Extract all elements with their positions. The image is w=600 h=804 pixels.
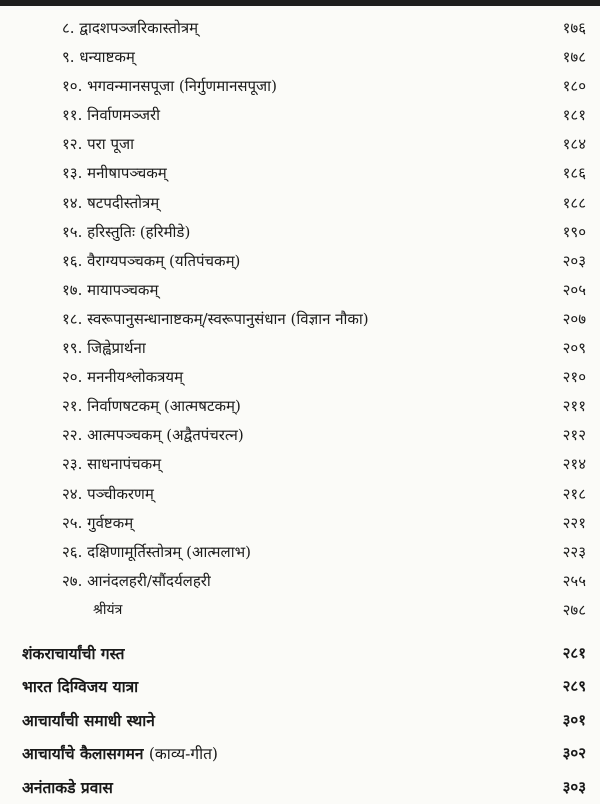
top-rule	[0, 0, 600, 6]
table-of-contents	[0, 14, 600, 804]
toc-entry	[0, 247, 600, 276]
toc-entry	[0, 509, 600, 538]
toc-entry	[0, 101, 600, 130]
entry-title: २६. दक्षिणामूर्तिस्तोत्रम् (आत्मलाभ)	[62, 542, 251, 561]
entry-title: १०. भगवन्मानसपूजा (निर्गुणमानसपूजा)	[62, 77, 277, 96]
toc-chapter	[0, 704, 600, 738]
entry-page-number: २१४	[562, 455, 586, 474]
entry-page-number: २२१	[562, 513, 586, 532]
entry-title: १७. मायापञ्चकम्	[62, 280, 159, 299]
toc-entry	[0, 450, 600, 479]
toc-entry	[0, 72, 600, 101]
entry-page-number: १७८	[562, 48, 586, 67]
entry-title: २७. आनंदलहरी/सौंदर्यलहरी	[62, 571, 211, 590]
entry-title: २५. गुर्वष्टकम्	[62, 513, 134, 532]
chapter-title	[22, 771, 113, 804]
toc-entry	[0, 334, 600, 363]
toc-entry	[0, 189, 600, 218]
toc-entry	[0, 276, 600, 305]
entry-title: २१. निर्वाणषटकम् (आत्मषटकम्)	[62, 397, 241, 416]
chapter-title	[22, 704, 155, 738]
chapter-title	[22, 670, 138, 704]
entry-page-number: २१८	[562, 484, 586, 503]
entry-title: ८. द्वादशपञ्जरिकास्तोत्रम्	[62, 19, 199, 37]
toc-entry	[0, 392, 600, 421]
entry-page-number: २५५	[562, 571, 586, 590]
entry-page-number: १८८	[562, 193, 586, 212]
chapter-page-number: २८९	[562, 677, 586, 696]
entry-title: १५. हरिस्तुतिः (हरिमीडे)	[62, 222, 191, 241]
entry-title: १९. जिह्वेप्रार्थना	[62, 339, 146, 358]
chapter-note: (काव्य-गीत)	[148, 745, 218, 764]
entry-title: १२. परा पूजा	[62, 135, 134, 154]
entry-title: २४. पञ्चीकरणम्	[62, 484, 154, 503]
toc-entry	[0, 130, 600, 159]
entry-page-number: २१२	[562, 426, 586, 445]
chapter-title	[22, 737, 218, 772]
toc-entry	[0, 305, 600, 334]
entry-page-number: १८०	[562, 77, 586, 96]
toc-entry	[0, 14, 600, 43]
chapter-page-number: ३०२	[562, 744, 586, 763]
entry-page-number: १९०	[562, 222, 586, 241]
toc-entry	[0, 480, 600, 509]
chapter-title	[22, 637, 125, 671]
toc-entry	[0, 43, 600, 72]
toc-entry	[0, 363, 600, 392]
toc-chapter	[0, 737, 600, 771]
entry-page-number: २७८	[562, 600, 586, 619]
entry-title: श्रीयंत्र	[93, 601, 123, 618]
entry-title: १४. षटपदीस्तोत्रम्	[62, 193, 160, 212]
toc-entry	[0, 538, 600, 567]
entry-title: २२. आत्मपञ्चकम् (अद्वैतपंचरत्न)	[62, 426, 244, 445]
toc-entry	[0, 421, 600, 450]
toc-chapter	[0, 771, 600, 804]
entry-title: १३. मनीषापञ्चकम्	[62, 164, 167, 183]
entry-page-number: २०७	[562, 309, 586, 328]
chapter-title-text: अनंताकडे प्रवास	[22, 777, 113, 797]
section-gap	[0, 625, 600, 637]
entry-page-number: १८१	[562, 106, 586, 125]
entry-title: २३. साधनापंचकम्	[62, 455, 162, 474]
entry-page-number: १८४	[562, 135, 586, 154]
toc-entry	[0, 567, 600, 596]
chapter-page-number: ३०१	[562, 710, 586, 729]
entry-page-number: १८६	[562, 164, 586, 183]
toc-entry	[0, 218, 600, 247]
entry-title: १६. वैराग्यपञ्चकम् (यतिपंचकम्)	[62, 251, 241, 270]
chapter-title-text: भारत दिग्विजय यात्रा	[22, 677, 139, 697]
entry-page-number: २०३	[562, 251, 586, 270]
toc-entry	[0, 596, 600, 625]
entry-page-number: २०९	[562, 339, 586, 358]
chapter-page-number: २८१	[562, 643, 586, 662]
toc-entry	[0, 159, 600, 188]
chapter-title-text: आचार्यांचे कैलासगमन	[22, 744, 144, 764]
entry-title: ११. निर्वाणमञ्जरी	[62, 106, 161, 125]
entry-page-number: १७६	[562, 19, 586, 37]
toc-chapter	[0, 670, 600, 704]
entry-title: १८. स्वरूपानुसन्धानाष्टकम्/स्वरूपानुसंधान (विज्ञान नौका)	[62, 309, 369, 328]
toc-chapter	[0, 637, 600, 671]
chapter-title-text: शंकराचार्यांची गस्त	[22, 643, 125, 663]
chapter-title-text: आचार्यांची समाधी स्थाने	[22, 710, 155, 730]
entry-page-number: २१०	[562, 368, 586, 387]
chapter-page-number: ३०३	[562, 777, 586, 796]
entry-page-number: २११	[562, 397, 586, 416]
entry-title: २०. मननीयश्लोकत्रयम्	[62, 368, 184, 387]
entry-page-number: २२३	[562, 542, 586, 561]
entry-page-number: २०५	[562, 280, 586, 299]
entry-title: ९. धन्याष्टकम्	[62, 48, 135, 67]
